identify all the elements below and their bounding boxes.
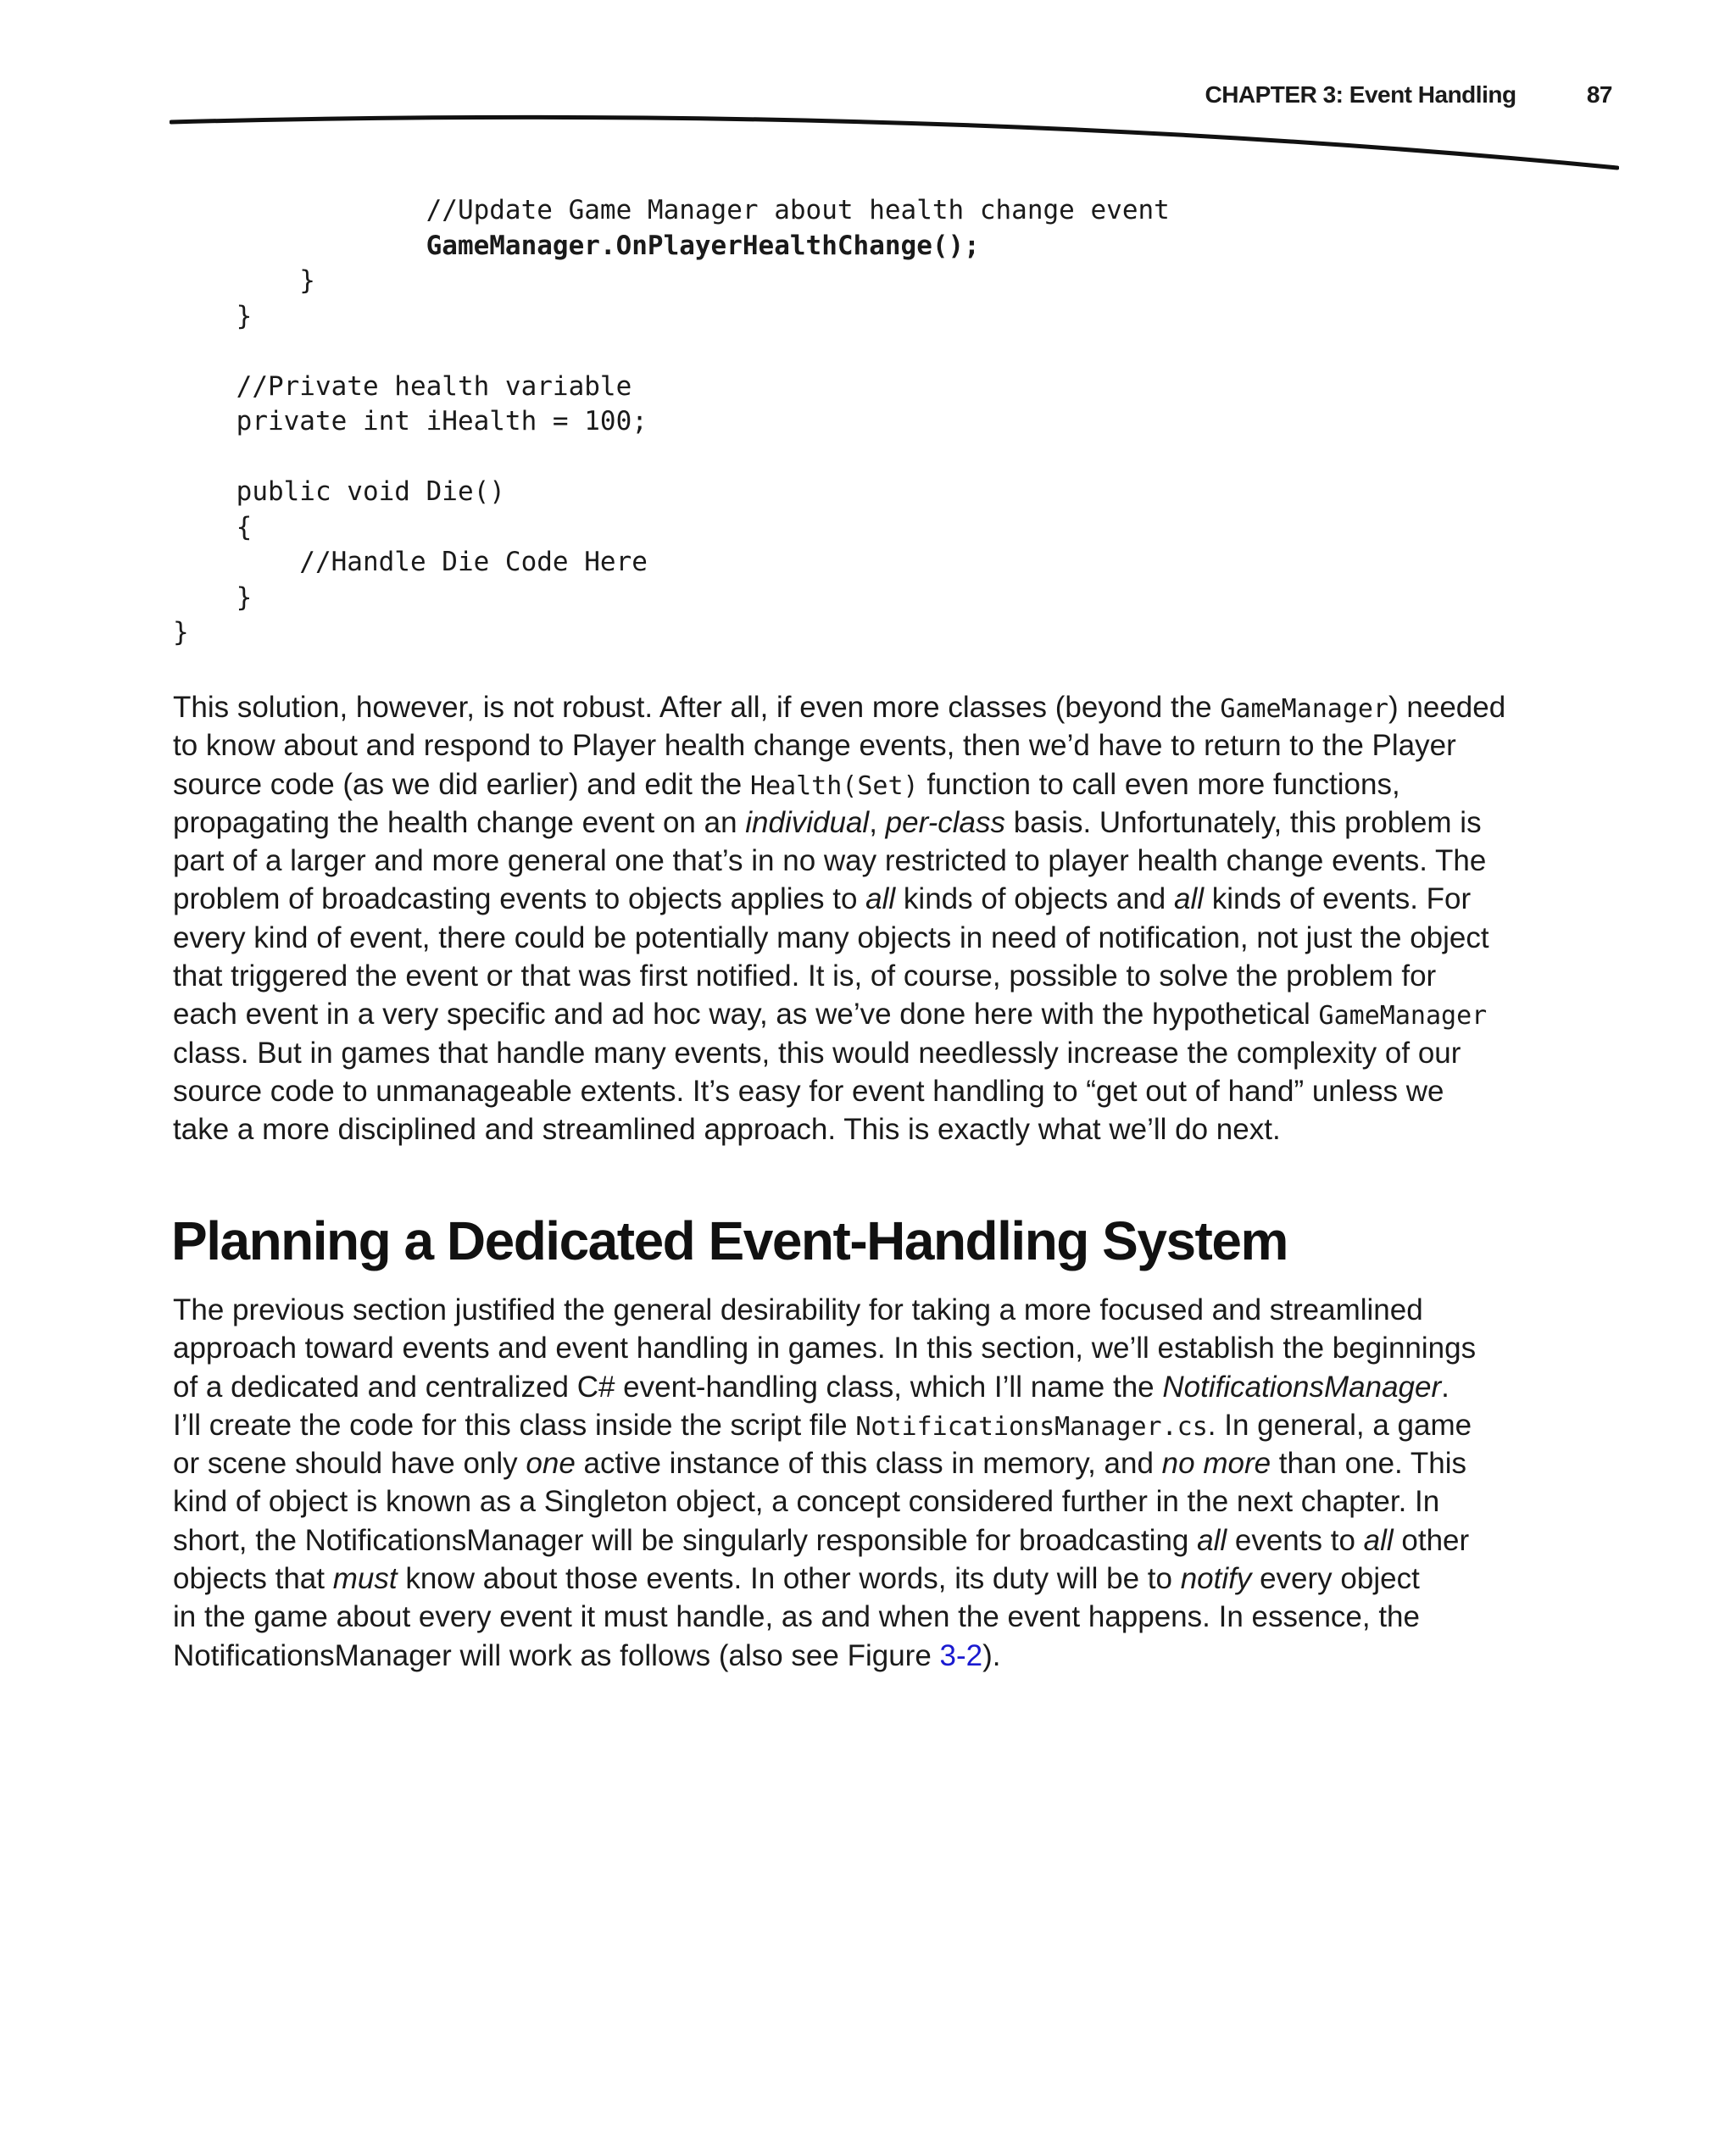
emphasis-text: all — [1197, 1523, 1227, 1557]
code-line: } — [173, 617, 189, 648]
code-line: } — [173, 265, 315, 296]
text-line — [173, 688, 1631, 726]
section-heading: Planning a Dedicated Event-Handling System — [171, 1210, 1288, 1271]
code-line — [173, 334, 1170, 370]
text-run: This solution, however, is not robust. After all, if even more classes (beyond the — [173, 691, 1221, 724]
inline-code: Health(Set) — [749, 770, 919, 801]
text-run: every object — [1251, 1562, 1420, 1596]
emphasis-text: all — [865, 882, 896, 916]
text-line — [173, 765, 1631, 804]
text-run: . In general, a game — [1207, 1408, 1472, 1442]
text-line — [173, 726, 1631, 765]
code-line: } — [173, 300, 253, 331]
emphasis-text: individual — [745, 805, 870, 839]
text-run: that triggered the event or that was first notified. It is, of course, possible to solve the problem for — [173, 959, 1437, 993]
chapter-title: CHAPTER 3: Event Handling — [1205, 81, 1516, 108]
text-line — [173, 1406, 1631, 1444]
text-run: than one. This — [1271, 1447, 1466, 1481]
text-run: problem of broadcasting events to objects applies to — [173, 882, 866, 916]
text-run: other — [1393, 1523, 1470, 1557]
text-run: or scene should have only — [173, 1447, 526, 1481]
emphasis-text: one — [526, 1447, 576, 1481]
text-line — [173, 957, 1631, 995]
text-line — [173, 995, 1631, 1033]
text-run: function to call even more functions, — [918, 767, 1400, 801]
text-line — [173, 1072, 1631, 1110]
body-paragraph-robustness — [173, 688, 1631, 1149]
text-line — [173, 1560, 1631, 1598]
text-line — [173, 1291, 1631, 1329]
text-run: know about those events. In other words, its duty will be to — [397, 1562, 1181, 1596]
text-run: take a more disciplined and streamlined approach. This is exactly what we’ll do next. — [173, 1113, 1281, 1147]
text-line — [173, 804, 1631, 842]
text-run: ). — [982, 1638, 1001, 1672]
text-line — [173, 842, 1631, 880]
emphasis-text: all — [1174, 882, 1205, 916]
text-run: propagating the health change event on an — [173, 805, 746, 839]
code-line: //Handle Die Code Here — [173, 547, 648, 577]
text-run: source code (as we did earlier) and edit the — [173, 767, 750, 801]
text-run: source code to unmanageable extents. It’s easy for event handling to “get out of hand” unless we — [173, 1074, 1444, 1108]
figure-reference-link[interactable]: 3-2 — [939, 1638, 983, 1672]
emphasis-text: notify — [1180, 1562, 1252, 1596]
text-line — [173, 1482, 1631, 1521]
emphasis-text: per-class — [885, 805, 1006, 839]
emphasis-text: NotificationsManager — [1162, 1370, 1442, 1404]
text-line — [173, 1329, 1631, 1367]
text-line — [173, 1368, 1631, 1406]
text-line — [173, 1598, 1631, 1636]
text-run: short, the NotificationsManager will be singularly responsible for broadcasting — [173, 1523, 1198, 1557]
text-line — [173, 919, 1631, 957]
code-line: } — [173, 581, 253, 613]
code-line: private int iHealth = 100; — [173, 406, 648, 437]
text-run: ) needed — [1388, 691, 1506, 724]
emphasis-text: must — [332, 1562, 398, 1596]
page-number: 87 — [1586, 81, 1612, 108]
code-line: { — [173, 511, 253, 542]
text-run: in the game about every event it must handle, as and when the event happens. In essence, the — [173, 1600, 1420, 1634]
text-run: I’ll create the code for this class inside the script file — [173, 1408, 856, 1442]
text-line — [173, 1521, 1631, 1560]
text-run: to know about and respond to Player health change events, then we’d have to return to the Player — [173, 729, 1456, 763]
text-run: objects that — [173, 1562, 333, 1596]
code-line: //Private health variable — [173, 370, 632, 402]
text-run: basis. Unfortunately, this problem is — [1005, 805, 1482, 839]
text-run: kinds of events. For — [1204, 882, 1472, 916]
text-line — [173, 1637, 1631, 1675]
text-run: kind of object is known as a Singleton object, a concept considered further in the next chapter. In — [173, 1485, 1440, 1519]
inline-code: GameManager — [1318, 1001, 1488, 1032]
code-line: //Update Game Manager about health change event — [173, 195, 1170, 225]
emphasis-text: all — [1363, 1523, 1394, 1557]
code-line: GameManager.OnPlayerHealthChange(); — [173, 230, 980, 261]
text-run: The previous section justified the general desirability for taking a more focused and streamlined — [173, 1293, 1423, 1326]
text-run: active instance of this class in memory, and — [575, 1447, 1162, 1481]
running-header — [1205, 81, 1612, 108]
text-run: . — [1441, 1370, 1449, 1404]
inline-code: NotificationsManager.cs — [855, 1411, 1208, 1442]
body-paragraph-planning — [173, 1291, 1631, 1675]
text-run: class. But in games that handle many events, this would needlessly increase the complexity of our — [173, 1036, 1461, 1070]
text-run: every kind of event, there could be potentially many objects in need of notification, not just the object — [173, 920, 1489, 954]
text-run: part of a larger and more general one that’s in no way restricted to player health change events. The — [173, 844, 1487, 878]
text-line — [173, 1444, 1631, 1482]
text-run: events to — [1227, 1523, 1364, 1557]
text-run: approach toward events and event handling in games. In this section, we’ll establish the beginnings — [173, 1332, 1477, 1365]
inline-code: GameManager — [1220, 694, 1389, 724]
text-run: kinds of objects and — [895, 882, 1174, 916]
text-line — [173, 1110, 1631, 1148]
text-run: each event in a very specific and ad hoc way, as we’ve done here with the hypothetical — [173, 998, 1319, 1032]
text-run: , — [869, 805, 886, 839]
text-run: of a dedicated and centralized C# event-handling class, which I’ll name the — [173, 1370, 1163, 1404]
text-run: NotificationsManager will work as follows (also see Figure — [173, 1638, 940, 1672]
text-line — [173, 1034, 1631, 1072]
code-line — [173, 440, 1170, 475]
code-listing — [173, 193, 1170, 651]
text-line — [173, 880, 1631, 918]
header-rule — [170, 107, 1619, 175]
code-line: public void Die() — [173, 476, 505, 507]
emphasis-text: no more — [1161, 1447, 1271, 1481]
